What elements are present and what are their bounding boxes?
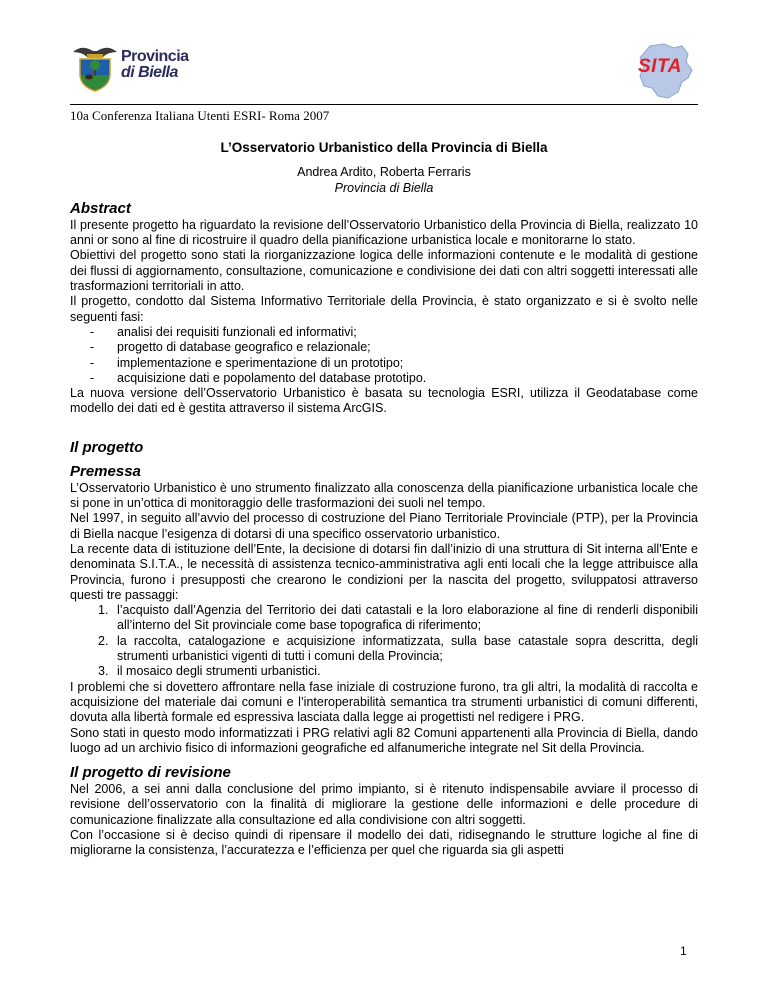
body-paragraph: Nel 1997, in seguito all’avvio del processo di costruzione del Piano Territoriale Provinciale (PTP), per la Provincia di Biella nacque l’esigenza di dotarsi di una specifico osservatorio urbanistico.: [70, 511, 698, 541]
list-item: 3. il mosaico degli strumenti urbanistici.: [98, 664, 321, 679]
abstract-heading: Abstract: [70, 199, 131, 217]
body-paragraph: I problemi che si dovettero affrontare nella fase iniziale di costruzione furono, tra gli altri, la modalità di raccolta e acquisizione del materiale dai comuni e l’interoperabilità semantica tra strumenti urbanistici di comuni differenti, dovuta alla libertà formale ed espressiva lasciata dalla legge ai progettisti nel redigere i PRG.: [70, 679, 698, 725]
abstract-paragraph: Il presente progetto ha riguardato la revisione dell’Osservatorio Urbanistico della Provincia di Biella, realizzato 10 anni or sono al fine di ricostruire il quadro della pianificazione urbanistica locale e monitorarne lo stato.: [70, 217, 698, 248]
list-item: - acquisizione dati e popolamento del database prototipo.: [90, 370, 427, 385]
section-heading-progetto: Il progetto: [70, 438, 144, 456]
list-item: - progetto di database geografico e relazionale;: [90, 340, 371, 355]
sita-logo: [628, 42, 704, 100]
list-item: - implementazione e sperimentazione di un prototipo;: [90, 355, 404, 370]
body-paragraph: Sono stati in questo modo informatizzati i PRG relativi agli 82 Comuni appartenenti alla Provincia di Biella, dando luogo ad un archivio fisico di informazioni geografiche ed alfanumeriche integrate nel Sit della Provincia.: [70, 725, 698, 755]
abstract-paragraph: Il progetto, condotto dal Sistema Informativo Territoriale della Provincia, è stato organizzato e si è svolto nelle seguenti fasi:: [70, 294, 698, 324]
provincia-wordmark: [121, 49, 189, 81]
list-item: 2. la raccolta, catalogazione e acquisizione informatizzata, sulla base catastale sopra descritta, degli strumenti urbanistici vigenti di tutti i comuni della Provincia;: [98, 633, 698, 664]
page-number: 1: [680, 944, 687, 958]
logo-left-line1: Provincia: [121, 48, 189, 65]
paper-title: L’Osservatorio Urbanistico della Provincia di Biella: [220, 140, 548, 155]
body-paragraph: Con l’occasione si è deciso quindi di ripensare il modello dei dati, ridisegnando le strutture logiche al fine di migliorarne la consistenza, l’accuratezza e l’efficienza per quel che riguarda sia gli aspetti: [70, 827, 698, 858]
list-item: 1. l’acquisto dall’Agenzia del Territorio dei dati catastali e la loro elaborazione al fine di renderli disponibili all’interno del Sit provinciale come base topografica di riferimento;: [98, 603, 698, 633]
abstract-paragraph: La nuova versione dell’Osservatorio Urbanistico è basata su tecnologia ESRI, utilizza il Geodatabase come modello dei dati ed è gestita attraverso il sistema ArcGIS.: [70, 386, 698, 416]
list-item: - analisi dei requisiti funzionali ed informativi;: [90, 324, 357, 339]
subsection-heading-revisione: Il progetto di revisione: [70, 764, 231, 782]
header-rule: [70, 104, 698, 105]
phases-list: [70, 325, 698, 386]
provincia-di-biella-logo: [70, 44, 200, 92]
abstract-paragraph: Obiettivi del progetto sono stati la riorganizzazione logica delle informazioni contenute e le modalità di gestione dei flussi di aggiornamento, consultazione, comunicazione e condivisione dei dati con altri soggetti interessati alle trasformazioni territoriali in atto.: [70, 248, 698, 294]
logo-left-line2: di Biella: [121, 64, 178, 81]
body-paragraph: L’Osservatorio Urbanistico è uno strumento finalizzato alla conoscenza della pianificazione urbanistica locale che si pone in un’ottica di monitoraggio delle trasformazioni dei suoli nel tempo.: [70, 480, 698, 511]
steps-list: [70, 603, 698, 679]
paper-body: [70, 140, 698, 859]
sita-wordmark: SITA: [638, 56, 682, 77]
subsection-heading-premessa: Premessa: [70, 462, 141, 480]
body-paragraph: Nel 2006, a sei anni dalla conclusione del primo impianto, si è ritenuto indispensabile avviare il processo di revisione dell’osservatorio con la finalità di migliorare la gestione delle informazioni e delle procedure di comunicazione finalizzate alla consultazione ed alla condivisione con altri soggetti.: [70, 782, 698, 827]
coat-of-arms-icon: [70, 44, 120, 92]
conference-header: 10a Conferenza Italiana Utenti ESRI- Roma 2007: [70, 108, 330, 123]
paper-authors: Andrea Ardito, Roberta Ferraris: [297, 165, 471, 180]
body-paragraph: La recente data di istituzione dell’Ente, la decisione di dotarsi fin dall’inizio di una struttura di Sit interna all'Ente e denominata S.I.T.A., le necessità di assistenza tecnico-amministrativa agli enti locali che la legge attribuisce alla Provincia, furono i presupposti che crearono le condizioni per la nascita del progetto, sviluppatosi attraverso questi tre passaggi:: [70, 541, 698, 602]
paper-affiliation: Provincia di Biella: [334, 180, 434, 195]
